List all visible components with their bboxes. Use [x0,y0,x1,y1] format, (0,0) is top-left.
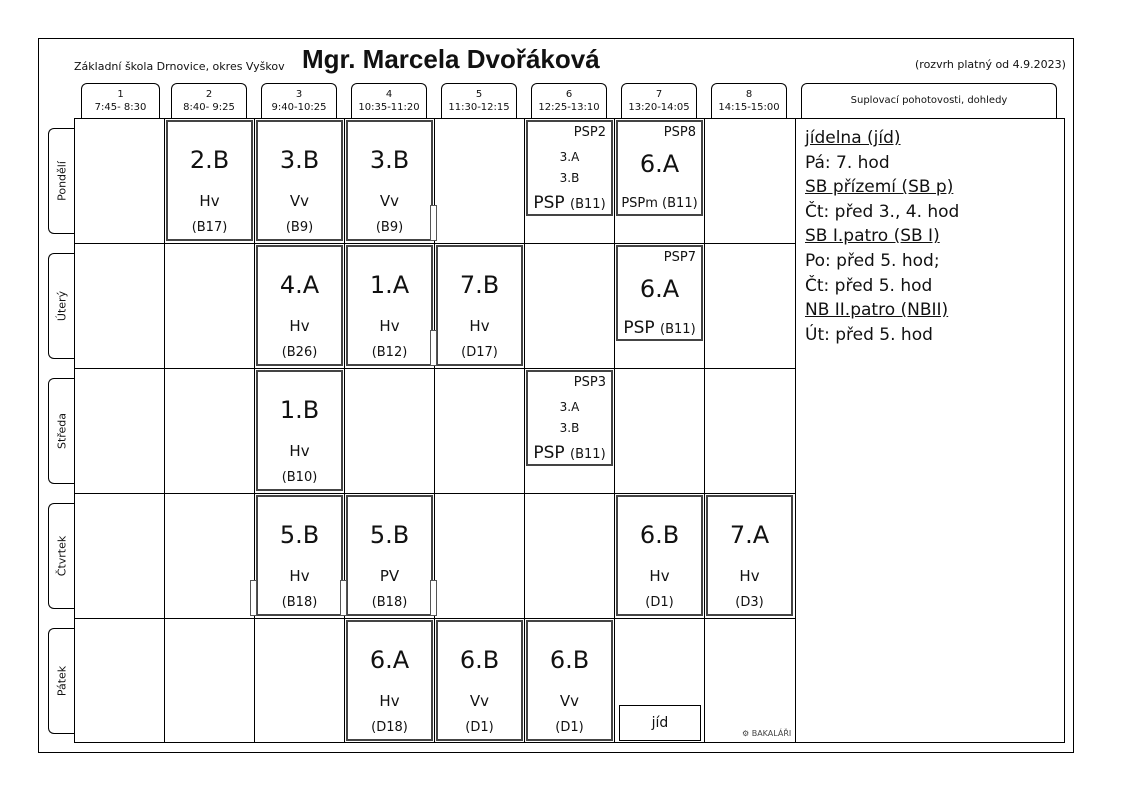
psp-subject: PSP [533,443,565,463]
lesson-tue-3[interactable] [256,245,343,366]
lesson-thu-3[interactable] [256,495,343,616]
period-header-6 [531,83,607,118]
grid-divider [74,243,795,244]
supervision-canteen[interactable]: jíd [619,705,701,741]
psp-group: 3.A [559,150,580,164]
lesson-fri-4[interactable] [346,620,433,741]
period-number: 5 [475,89,483,100]
grid-divider [164,118,165,743]
grid-divider [344,118,345,743]
lesson-class: 7.A [729,521,770,549]
lesson-room: (B18) [281,595,318,610]
psp-class: 6.A [639,150,680,178]
period-header-3 [261,83,337,118]
day-label: Čtvrtek [55,535,68,577]
psp-room: (B11) [570,197,606,212]
grid-divider [74,368,795,369]
psp-label [528,443,611,463]
lesson-mon-3[interactable] [256,120,343,241]
period-header-5 [441,83,517,118]
lesson-class: 6.B [459,646,500,674]
supervision-entry: Út: před 5. hod [805,324,933,345]
lesson-room: (B26) [281,345,318,360]
psp-label: PSPm (B11) [621,196,698,211]
day-tab-wednesday [48,378,74,484]
lesson-subject: Vv [469,692,490,710]
lesson-room: (B9) [375,220,404,235]
gear-icon: ⚙ [742,729,750,738]
lesson-room: (B17) [191,220,228,235]
validity-note: (rozvrh platný od 4.9.2023) [915,58,1066,71]
day-tab-friday [48,628,74,734]
supervision-entry: Čt: před 5. hod [805,275,933,296]
grid-divider [614,118,615,743]
supervision-marker [430,580,437,616]
day-label: Pondělí [55,161,68,201]
grid-divider [524,118,525,743]
period-header-8 [711,83,787,118]
day-tab-tuesday [48,253,74,359]
lesson-tue-5[interactable] [436,245,523,366]
lesson-mon-2[interactable] [166,120,253,241]
psp-subject: PSP [623,318,655,338]
lesson-class: 5.B [279,521,320,549]
psp-group: 3.B [559,421,580,435]
period-header-1 [81,83,160,118]
lesson-subject: Hv [649,567,670,585]
period-number: 4 [385,89,393,100]
lesson-subject: Vv [379,192,400,210]
psp-room: (B11) [570,447,606,462]
lesson-room: (D1) [645,595,674,610]
lesson-subject: Hv [379,692,400,710]
period-number: 1 [117,89,124,100]
psp-room: (B11) [660,322,696,337]
supervision-entry: Po: před 5. hod; [805,250,940,271]
period-number: 3 [295,89,303,100]
period-time: 9:40-10:25 [271,102,327,113]
psp-code: PSP8 [663,125,696,140]
lesson-class: 4.A [279,271,320,299]
period-time: 13:20-14:05 [628,102,690,113]
period-header-7 [621,83,697,118]
lesson-class: 5.B [369,521,410,549]
lesson-fri-6[interactable] [526,620,613,741]
day-label: Pátek [55,665,68,697]
lesson-thu-4[interactable] [346,495,433,616]
lesson-subject: Hv [289,567,310,585]
lesson-mon-4[interactable] [346,120,433,241]
period-time: 7:45- 8:30 [94,102,147,113]
lesson-room: (B12) [371,345,408,360]
supervision-heading: jídelna (jíd) [805,128,901,148]
lesson-subject: Hv [199,192,220,210]
supervision-entry: Pá: 7. hod [805,152,890,173]
grid-divider [254,118,255,743]
lesson-room: (B10) [281,470,318,485]
lesson-subject: PV [379,567,400,585]
psp-tue-7[interactable] [616,245,703,341]
grid-divider [795,118,796,743]
day-label: Středa [55,412,68,450]
lesson-subject: Vv [559,692,580,710]
lesson-subject: Hv [289,317,310,335]
grid-divider [704,118,705,743]
psp-group: 3.B [559,171,580,185]
lesson-room: (D18) [371,720,408,735]
psp-code: PSP2 [573,125,606,140]
psp-code: PSP7 [663,250,696,265]
page-title: Mgr. Marcela Dvořáková [302,44,600,74]
period-number: 2 [205,89,213,100]
supervision-heading: NB II.patro (NBII) [805,300,949,321]
supervision-marker [340,580,347,616]
lesson-subject: Vv [289,192,310,210]
supervision-marker [430,205,437,241]
lesson-class: 6.A [369,646,410,674]
period-header-2 [171,83,247,118]
lesson-room: (B9) [285,220,314,235]
psp-subject: PSP [533,193,565,213]
psp-group: 3.A [559,400,580,414]
bakalari-logo [742,729,791,738]
day-tab-monday [48,128,74,234]
supervision-header: Suplovací pohotovosti, dohledy [801,83,1057,118]
period-number: 7 [655,89,663,100]
lesson-subject: Hv [469,317,490,335]
period-number: 8 [745,89,753,100]
supervision-heading: SB přízemí (SB p) [805,177,954,198]
grid-divider [74,493,795,494]
supervision-marker [250,580,257,616]
period-number: 6 [565,89,573,100]
lesson-class: 6.B [639,521,680,549]
supervision-marker [430,330,437,366]
psp-wed-6[interactable] [526,370,613,466]
period-time: 8:40- 9:25 [183,102,235,113]
lesson-thu-7[interactable] [616,495,703,616]
lesson-subject: Hv [379,317,400,335]
lesson-room: (D17) [461,345,498,360]
supervision-list [805,126,1060,347]
lesson-class: 3.B [279,146,320,174]
period-time: 14:15-15:00 [718,102,780,113]
lesson-subject: Hv [739,567,760,585]
period-time: 11:30-12:15 [448,102,510,113]
period-time: 10:35-11:20 [358,102,420,113]
lesson-subject: Hv [289,442,310,460]
lesson-room: (D1) [555,720,584,735]
lesson-room: (D3) [735,595,764,610]
lesson-class: 1.A [369,271,410,299]
psp-label [618,318,701,338]
psp-code: PSP3 [573,375,606,390]
psp-label [528,193,611,213]
period-header-4 [351,83,427,118]
lesson-class: 3.B [369,146,410,174]
lesson-thu-8[interactable] [706,495,793,616]
supervision-heading: SB I.patro (SB I) [805,226,940,247]
lesson-wed-3[interactable] [256,370,343,491]
lesson-room: (B18) [371,595,408,610]
logo-text: BAKALÁŘI [751,729,792,738]
lesson-class: 6.B [549,646,590,674]
lesson-class: 7.B [459,271,500,299]
grid-divider [74,618,795,619]
lesson-class: 2.B [189,146,230,174]
supervision-entry: Čt: před 3., 4. hod [805,201,960,222]
day-tab-thursday [48,503,74,609]
psp-class: 6.A [639,275,680,303]
psp-mon-6[interactable] [526,120,613,216]
period-time: 12:25-13:10 [538,102,600,113]
school-name: Základní škola Drnovice, okres Vyškov [74,60,285,73]
lesson-room: (D1) [465,720,494,735]
psp-mon-7[interactable] [616,120,703,216]
lesson-class: 1.B [279,396,320,424]
lesson-tue-4[interactable] [346,245,433,366]
day-label: Úterý [55,290,68,322]
lesson-fri-5[interactable] [436,620,523,741]
